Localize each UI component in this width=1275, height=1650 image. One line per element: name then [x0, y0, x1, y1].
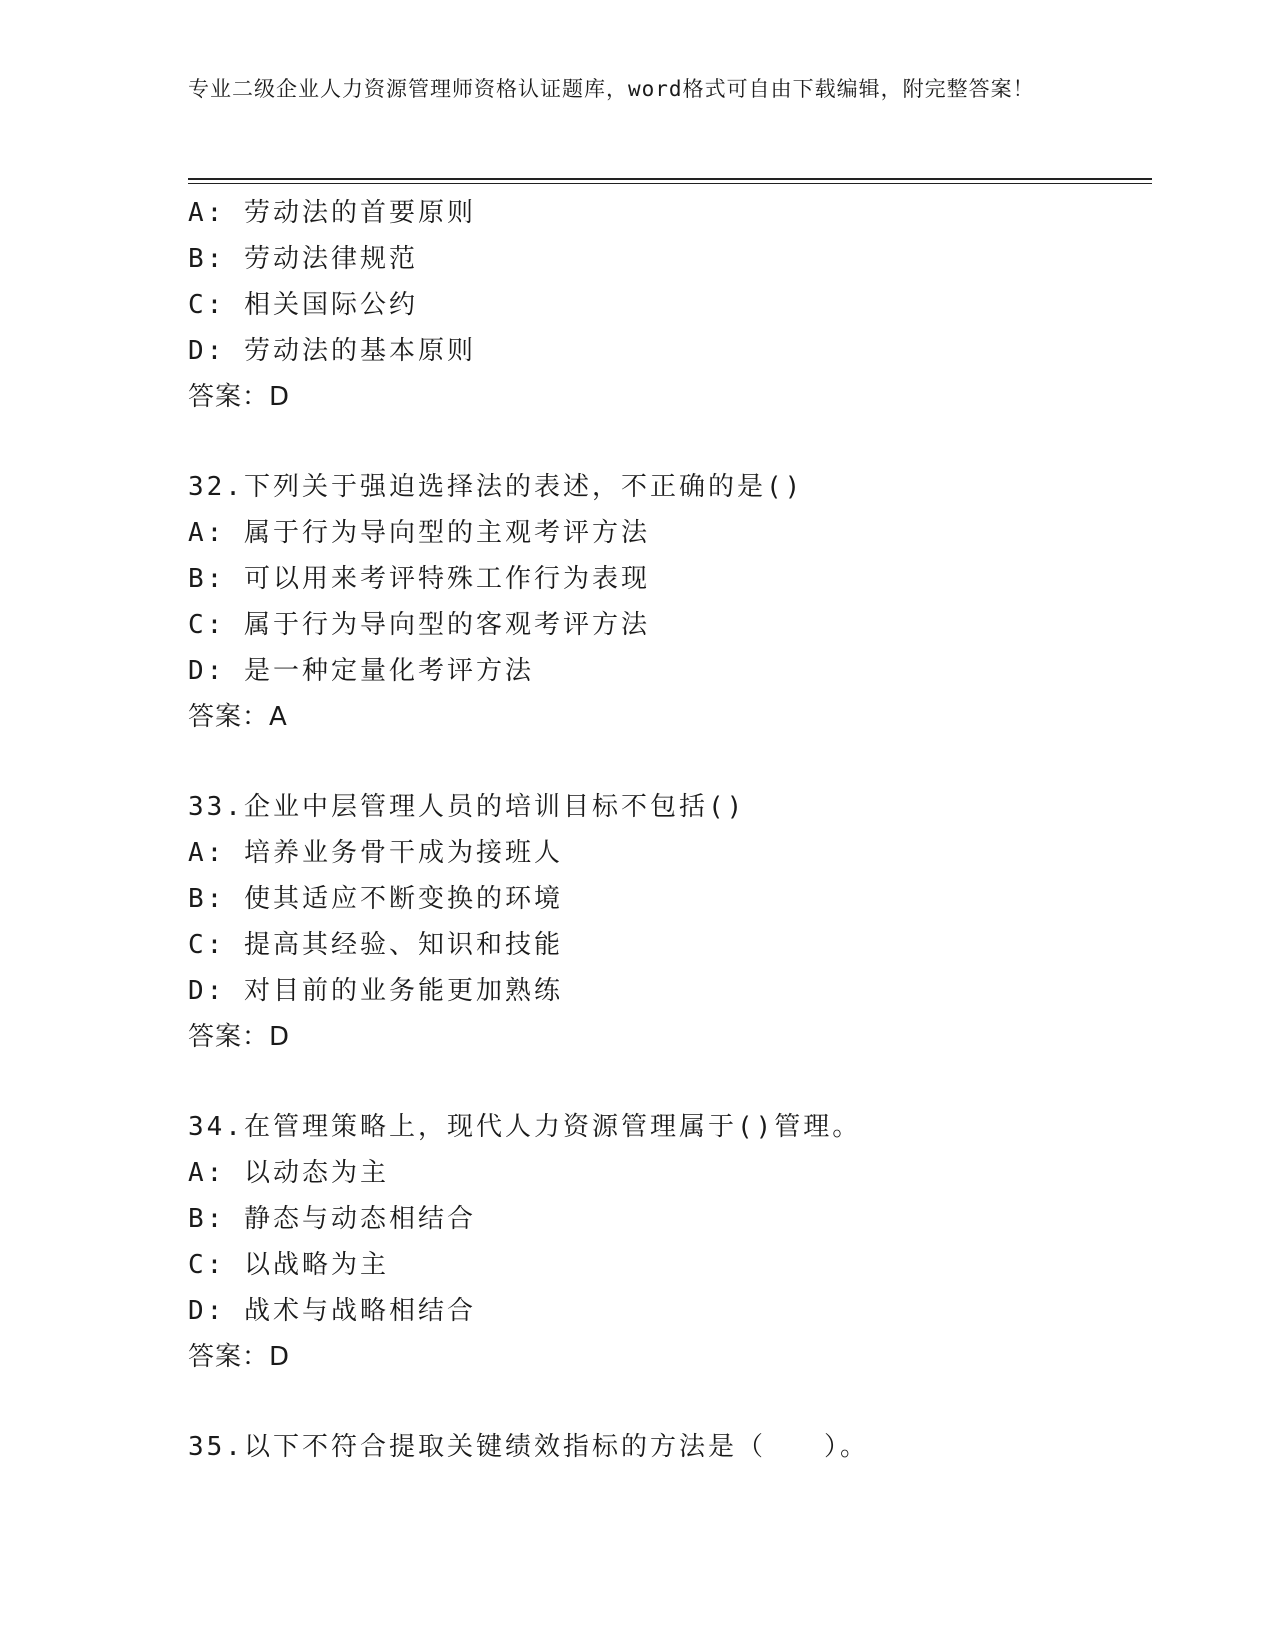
question-list [188, 190, 1148, 1470]
question-text: 34.在管理策略上，现代人力资源管理属于()管理。 [188, 1112, 862, 1142]
option-c: C: 提高其经验、知识和技能 [188, 930, 563, 960]
answer-label: 答案：A [188, 702, 288, 732]
option-d: D: 劳动法的基本原则 [188, 336, 476, 366]
question-block-35 [188, 1424, 1148, 1470]
option-a: A: 以动态为主 [188, 1158, 389, 1188]
option-b: B: 使其适应不断变换的环境 [188, 884, 563, 914]
question-text: 35.以下不符合提取关键绩效指标的方法是（ ）。 [188, 1432, 869, 1462]
option-b: B: 可以用来考评特殊工作行为表现 [188, 564, 650, 594]
answer-label: 答案：D [188, 1022, 291, 1052]
header-divider-thin [188, 183, 1152, 184]
option-d: D: 对目前的业务能更加熟练 [188, 976, 563, 1006]
option-d: D: 战术与战略相结合 [188, 1296, 476, 1326]
option-b: B: 劳动法律规范 [188, 244, 418, 274]
document-header: 专业二级企业人力资源管理师资格认证题库，word格式可自由下载编辑，附完整答案！ [188, 77, 1035, 101]
option-a: A: 培养业务骨干成为接班人 [188, 838, 563, 868]
header-divider-thick [188, 178, 1152, 180]
option-b: B: 静态与动态相结合 [188, 1204, 476, 1234]
option-a: A: 劳动法的首要原则 [188, 198, 476, 228]
option-c: C: 属于行为导向型的客观考评方法 [188, 610, 650, 640]
option-c: C: 以战略为主 [188, 1250, 389, 1280]
option-c: C: 相关国际公约 [188, 290, 418, 320]
question-block-32 [188, 464, 1148, 740]
option-a: A: 属于行为导向型的主观考评方法 [188, 518, 650, 548]
answer-label: 答案：D [188, 1342, 291, 1372]
question-text: 33.企业中层管理人员的培训目标不包括() [188, 792, 746, 822]
question-text: 32.下列关于强迫选择法的表述，不正确的是() [188, 472, 804, 502]
answer-label: 答案：D [188, 382, 291, 412]
option-d: D: 是一种定量化考评方法 [188, 656, 534, 686]
question-block-31 [188, 190, 1148, 420]
question-block-34 [188, 1104, 1148, 1380]
question-block-33 [188, 784, 1148, 1060]
